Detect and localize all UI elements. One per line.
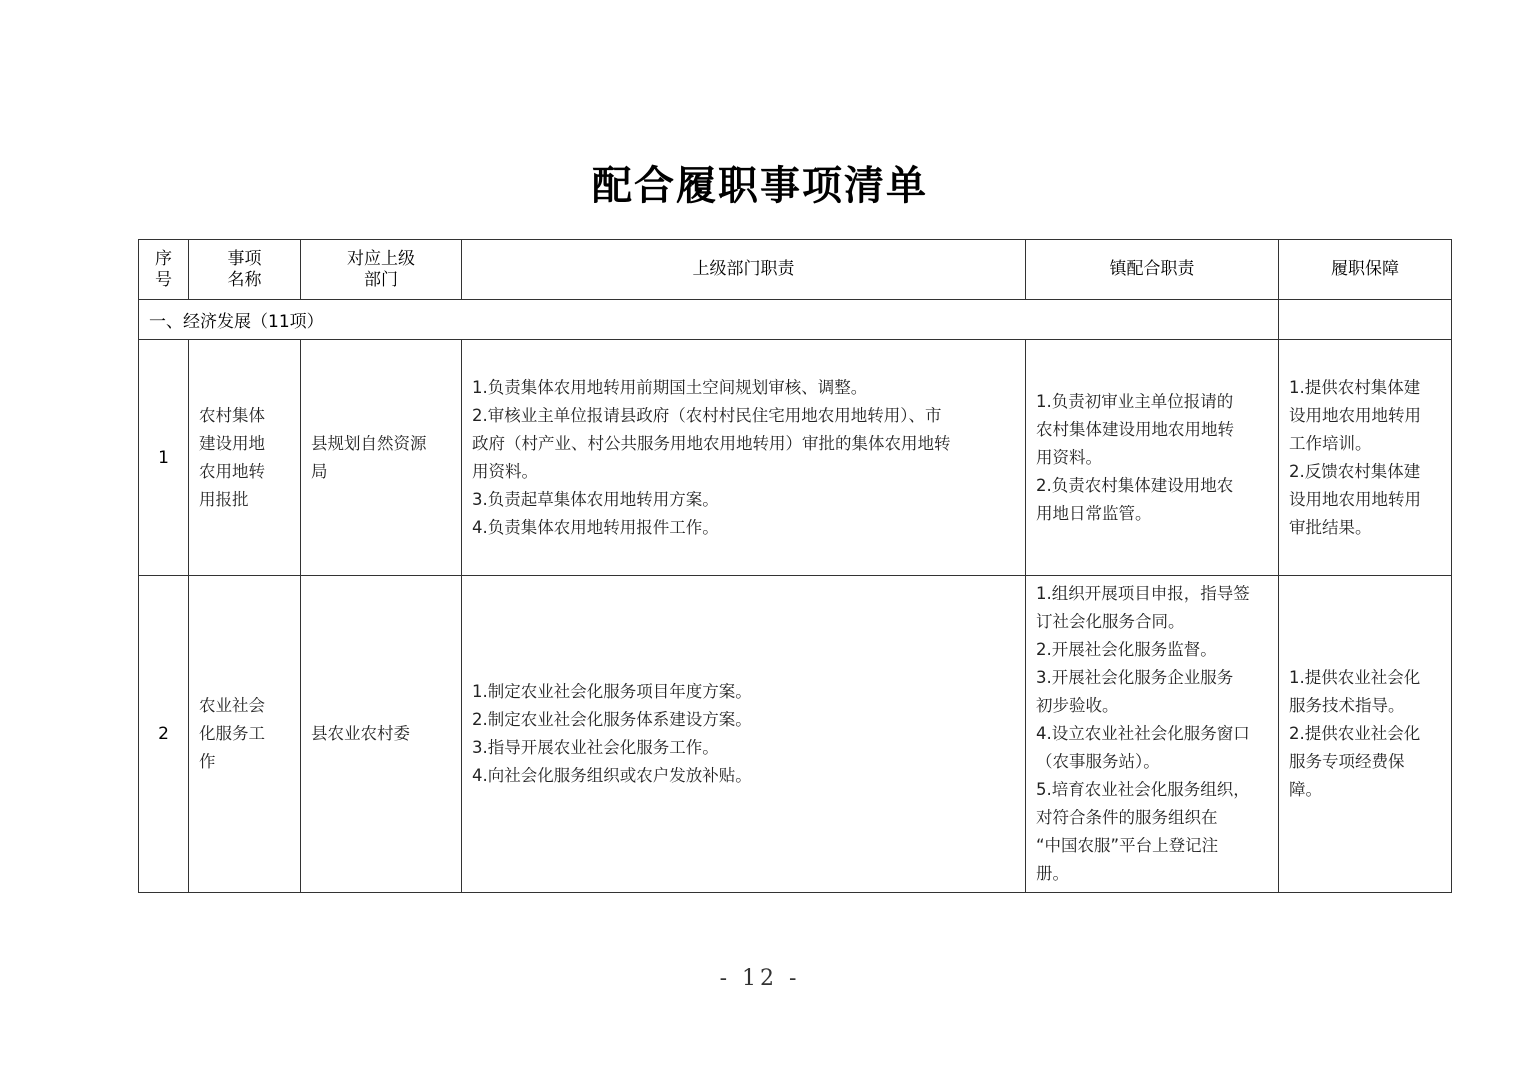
guarantee: 1.提供农业社会化 服务技术指导。 2.提供农业社会化 服务专项经费保 障。: [1279, 576, 1452, 893]
page-number: - 12 -: [719, 966, 801, 991]
page-title: 配合履职事项清单: [592, 162, 928, 209]
header-upper-duty: 上级部门职责: [462, 240, 1026, 300]
town-duty: 1.组织开展项目申报，指导签 订社会化服务合同。 2.开展社会化服务监督。 3.开展社会化服务企业服务 初步验收。 4.设立农业社社会化服务窗口 （农事服务站）。 5.培育农业社会化服务组织， 对符合条件的服务组织在 “中国农服”平台上登记注 册。: [1026, 576, 1279, 893]
section-row: [139, 300, 1452, 340]
upper-duty: 1.制定农业社会化服务项目年度方案。 2.制定农业社会化服务体系建设方案。 3.指导开展农业社会化服务工作。 4.向社会化服务组织或农户发放补贴。: [462, 576, 1026, 893]
header-seq: 序 号: [139, 240, 189, 300]
header-item-name: 事项 名称: [189, 240, 301, 300]
table-row: [139, 576, 1452, 893]
department: 县规划自然资源 局: [301, 340, 462, 576]
row-number: 1: [139, 340, 189, 576]
item-name: 农业社会 化服务工 作: [189, 576, 301, 893]
duty-table: [138, 239, 1452, 893]
town-duty: 1.负责初审业主单位报请的 农村集体建设用地农用地转 用资料。 2.负责农村集体建设用地农 用地日常监管。: [1026, 340, 1279, 576]
header-department: 对应上级 部门: [301, 240, 462, 300]
department: 县农业农村委: [301, 576, 462, 893]
header-guarantee: 履职保障: [1279, 240, 1452, 300]
upper-duty: 1.负责集体农用地转用前期国土空间规划审核、调整。 2.审核业主单位报请县政府（农村村民住宅用地农用地转用）、市 政府（村产业、村公共服务用地农用地转用）审批的集体农用地转 用资料。 3.负责起草集体农用地转用方案。 4.负责集体农用地转用报件工作。: [462, 340, 1026, 576]
guarantee: 1.提供农村集体建 设用地农用地转用 工作培训。 2.反馈农村集体建 设用地农用地转用 审批结果。: [1279, 340, 1452, 576]
header-row: [139, 240, 1452, 300]
section-title: 一、经济发展（11项）: [139, 300, 1279, 340]
item-name: 农村集体 建设用地 农用地转 用报批: [189, 340, 301, 576]
table-row: [139, 340, 1452, 576]
section-empty-cell: [1279, 300, 1452, 340]
row-number: 2: [139, 576, 189, 893]
header-town-duty: 镇配合职责: [1026, 240, 1279, 300]
